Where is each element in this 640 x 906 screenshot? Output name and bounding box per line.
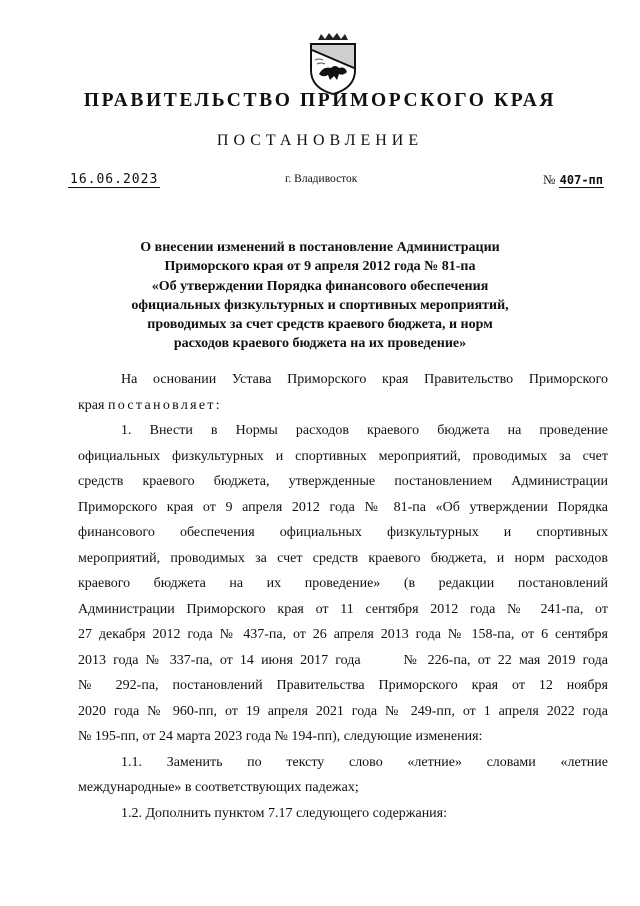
paragraph-line: На основании Устава Приморского края Правительство Приморского [121,372,608,387]
coat-of-arms-emblem [303,30,363,96]
paragraph-line: № 195-пп, от 24 марта 2023 года № 194-пп), следующие изменения: [78,729,483,744]
paragraph-line: 1.1. Заменить по тексту слово «летние» словами «летние [121,754,608,770]
paragraph-line: 1.2. Дополнить пунктом 7.17 следующего содержания: [121,805,448,821]
paragraph-line: краевого бюджета на их проведение» (в редакции постановлений [78,576,608,591]
paragraph-line: 27 декабря 2012 года № 437-па, от 26 апреля 2013 года № 158-па, от 6 сентября [78,627,608,642]
document-type-title: ПОСТАНОВЛЕНИЕ [216,132,424,149]
document-heading [60,238,580,354]
number-value: 407-пп [559,173,604,187]
text-fragment: края [78,397,105,413]
resolution-keyword: постановляет: [107,397,222,413]
paragraph-line: 1. Внести в Нормы расходов краевого бюджета на проведение [121,423,608,438]
paragraph-line: средств краевого бюджета, утвержденные постановлением Администрации [78,474,608,489]
heading-line: официальных физкультурных и спортивных мероприятий, [131,297,509,313]
paragraph-line [78,393,608,419]
number-sign: № [543,172,556,187]
paragraph-line: № 292-па, постановлений Правительства Приморского края от 12 ноября [78,678,608,693]
heading-line: проводимых за счет средств краевого бюджета, и норм [147,317,493,333]
heading-line: Приморского края от 9 апреля 2012 года № 81-па [164,259,476,275]
paragraph-line: международные» в соответствующих падежах; [78,780,359,795]
document-city: г. Владивосток [285,173,358,185]
heading-line: О внесении изменений в постановление Администрации [140,240,500,255]
paragraph-line: 2020 года № 960-пп, от 19 апреля 2021 года № 249-пп, от 1 апреля 2022 года [78,703,608,719]
document-date: 16.06.2023 [70,172,159,187]
paragraph-line: Приморского края от 9 апреля 2012 года № 81-па «Об утверждении Порядка [78,499,608,515]
government-title: ПРАВИТЕЛЬСТВО ПРИМОРСКОГО КРАЯ [83,90,557,111]
paragraph-line: Администрации Приморского края от 11 сентября 2012 года № 241-па, от [78,601,608,617]
paragraph-line: финансового обеспечения официальных физкультурных и спортивных [78,525,608,540]
heading-line: «Об утверждении Порядка финансового обеспечения [151,278,489,294]
paragraph-line: 2013 года № 337-па, от 14 июня 2017 года № 226-па, от 22 мая 2019 года [78,652,608,668]
heading-line: расходов краевого бюджета на их проведение» [173,336,467,352]
paragraph-line: официальных физкультурных и спортивных мероприятий, проводимых за счет [78,448,608,464]
document-body [78,367,608,826]
document-number [543,172,604,188]
paragraph-line: мероприятий, проводимых за счет средств краевого бюджета, и норм расходов [78,550,608,566]
